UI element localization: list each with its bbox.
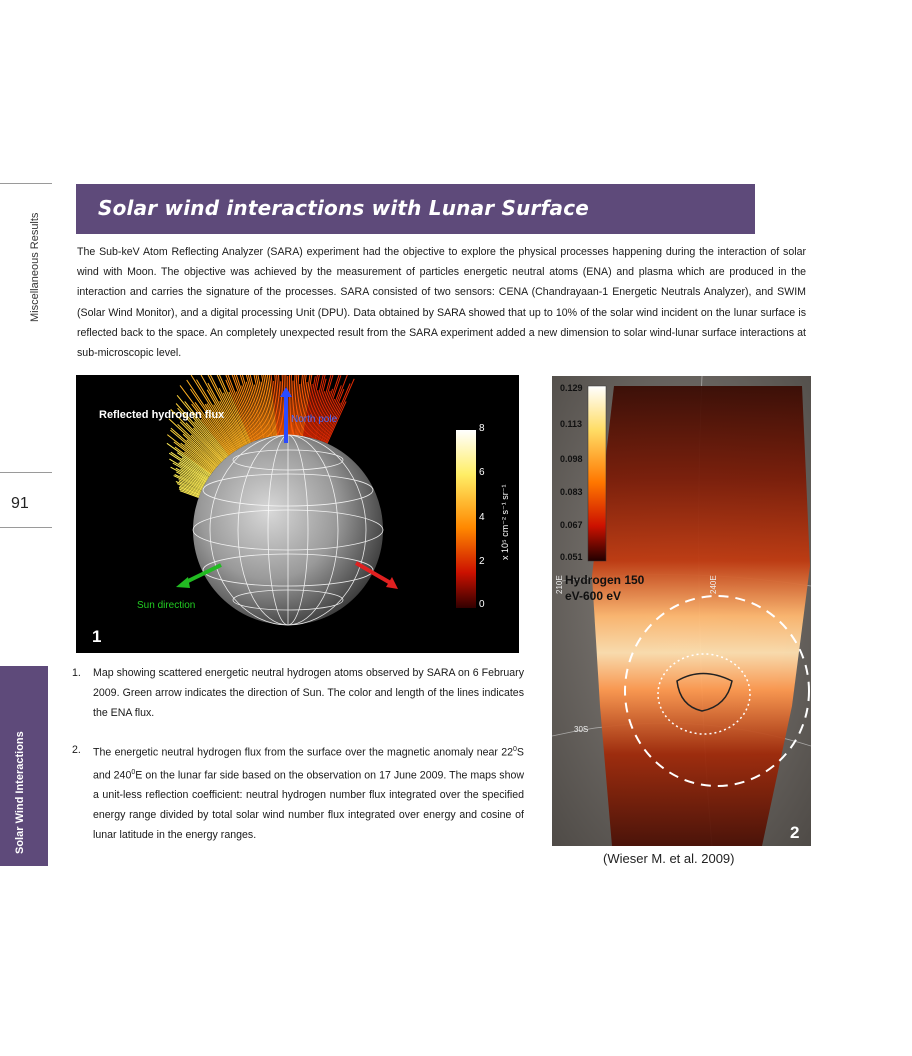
colorbar-tick: 0.051 (560, 552, 583, 562)
caption-text: E on the lunar far side based on the observation on 17 June 2009. The maps show a unit-less reflection coefficient: neutral hydrogen number flux integrated over the specified energy range divided by total solar wind number flux integrated over energy and cosine of lunar latitude in the energy ranges. (93, 769, 525, 842)
colorbar-tick: 0 (479, 599, 485, 610)
page-number: 91 (11, 495, 29, 512)
caption-2 (72, 740, 524, 845)
longitude-label-right: 240E (709, 575, 718, 594)
latitude-label: 30S (574, 725, 589, 734)
colorbar-tick: 2 (479, 556, 485, 567)
sun-direction-label: Sun direction (137, 600, 196, 611)
flux-ray (325, 384, 350, 443)
colorbar-tick: 0.098 (560, 454, 583, 464)
sun-arrow-head (176, 577, 190, 588)
figure-1-graphic (76, 375, 519, 653)
intro-paragraph: The Sub-keV Atom Reflecting Analyzer (SARA) experiment had the objective to explore the physical processes happening during the interaction of solar wind with Moon. The objective was achieved by the measurement of particles energetic neutral atoms (ENA) and plasma which are produced in the interaction and carries the signature of the processes. SARA consisted of two sensors: CENA (Chandrayaan-1 Energetic Neutrals Analyzer), and SWIM (Solar Wind Monitor), and a digital processing Unit (DPU). Data obtained by SARA showed that up to 10% of the solar wind incident on the lunar surface is reflected back to the space. An completely unexpected result from the SARA experiment added a new dimension to solar wind-lunar surface interactions at sub-microscopic level. (77, 246, 806, 360)
figure-1-number: 1 (92, 627, 102, 646)
chapter-tab-label: Solar Wind Interactions (14, 731, 26, 854)
page-number-rule-bottom (0, 527, 52, 528)
chapter-tab (0, 666, 48, 866)
colorbar-tick: 0.129 (560, 383, 583, 393)
section-label: Miscellaneous Results (29, 212, 41, 322)
colorbar-tick: 0.083 (560, 487, 583, 497)
longitude-label-left: 210E (555, 575, 564, 594)
degree-superscript: 0 (513, 746, 517, 753)
flux-ray (289, 375, 290, 435)
caption-text: S and 240 (93, 746, 524, 782)
figure-2-graphic (552, 376, 811, 846)
caption-text: The energetic neutral hydrogen flux from the surface over the magnetic anomaly near 22 (93, 746, 514, 759)
caption-number: 2. (72, 744, 81, 756)
figure-2 (552, 376, 811, 846)
caption-number: 1. (72, 667, 81, 679)
caption-1 (72, 663, 524, 723)
colorbar-tick: 4 (479, 512, 485, 523)
colorbar-tick: 6 (479, 467, 485, 478)
energy-label-line2: eV-600 eV (565, 589, 622, 603)
figure-2-colorbar (588, 386, 606, 561)
page-title: Solar wind interactions with Lunar Surface (98, 196, 590, 220)
colorbar-unit: x 10⁵ cm⁻² s⁻¹ sr⁻¹ (500, 484, 510, 560)
page-number-rule-top (0, 472, 52, 473)
caption-text: Map showing scattered energetic neutral hydrogen atoms observed by SARA on 6 February 2009. Green arrow indicates the direction of Sun. The color and length of the lines indicates the ENA flux. (93, 667, 524, 719)
top-rule (0, 183, 52, 184)
colorbar-tick: 0.067 (560, 520, 583, 530)
figure-1-title: Reflected hydrogen flux (99, 409, 225, 421)
figure-1 (76, 375, 519, 653)
north-arrow-head (280, 387, 292, 397)
figure-captions (72, 663, 524, 845)
figure-credit: (Wieser M. et al. 2009) (603, 851, 735, 866)
degree-superscript: 0 (131, 768, 136, 776)
figure-2-number: 2 (790, 823, 800, 842)
energy-label-line1: Hydrogen 150 (565, 573, 645, 587)
colorbar-tick: 8 (479, 423, 485, 434)
title-banner (76, 184, 755, 234)
figure-1-colorbar (456, 430, 476, 608)
colorbar-tick: 0.113 (560, 419, 583, 429)
north-pole-label: North pole (291, 414, 338, 425)
